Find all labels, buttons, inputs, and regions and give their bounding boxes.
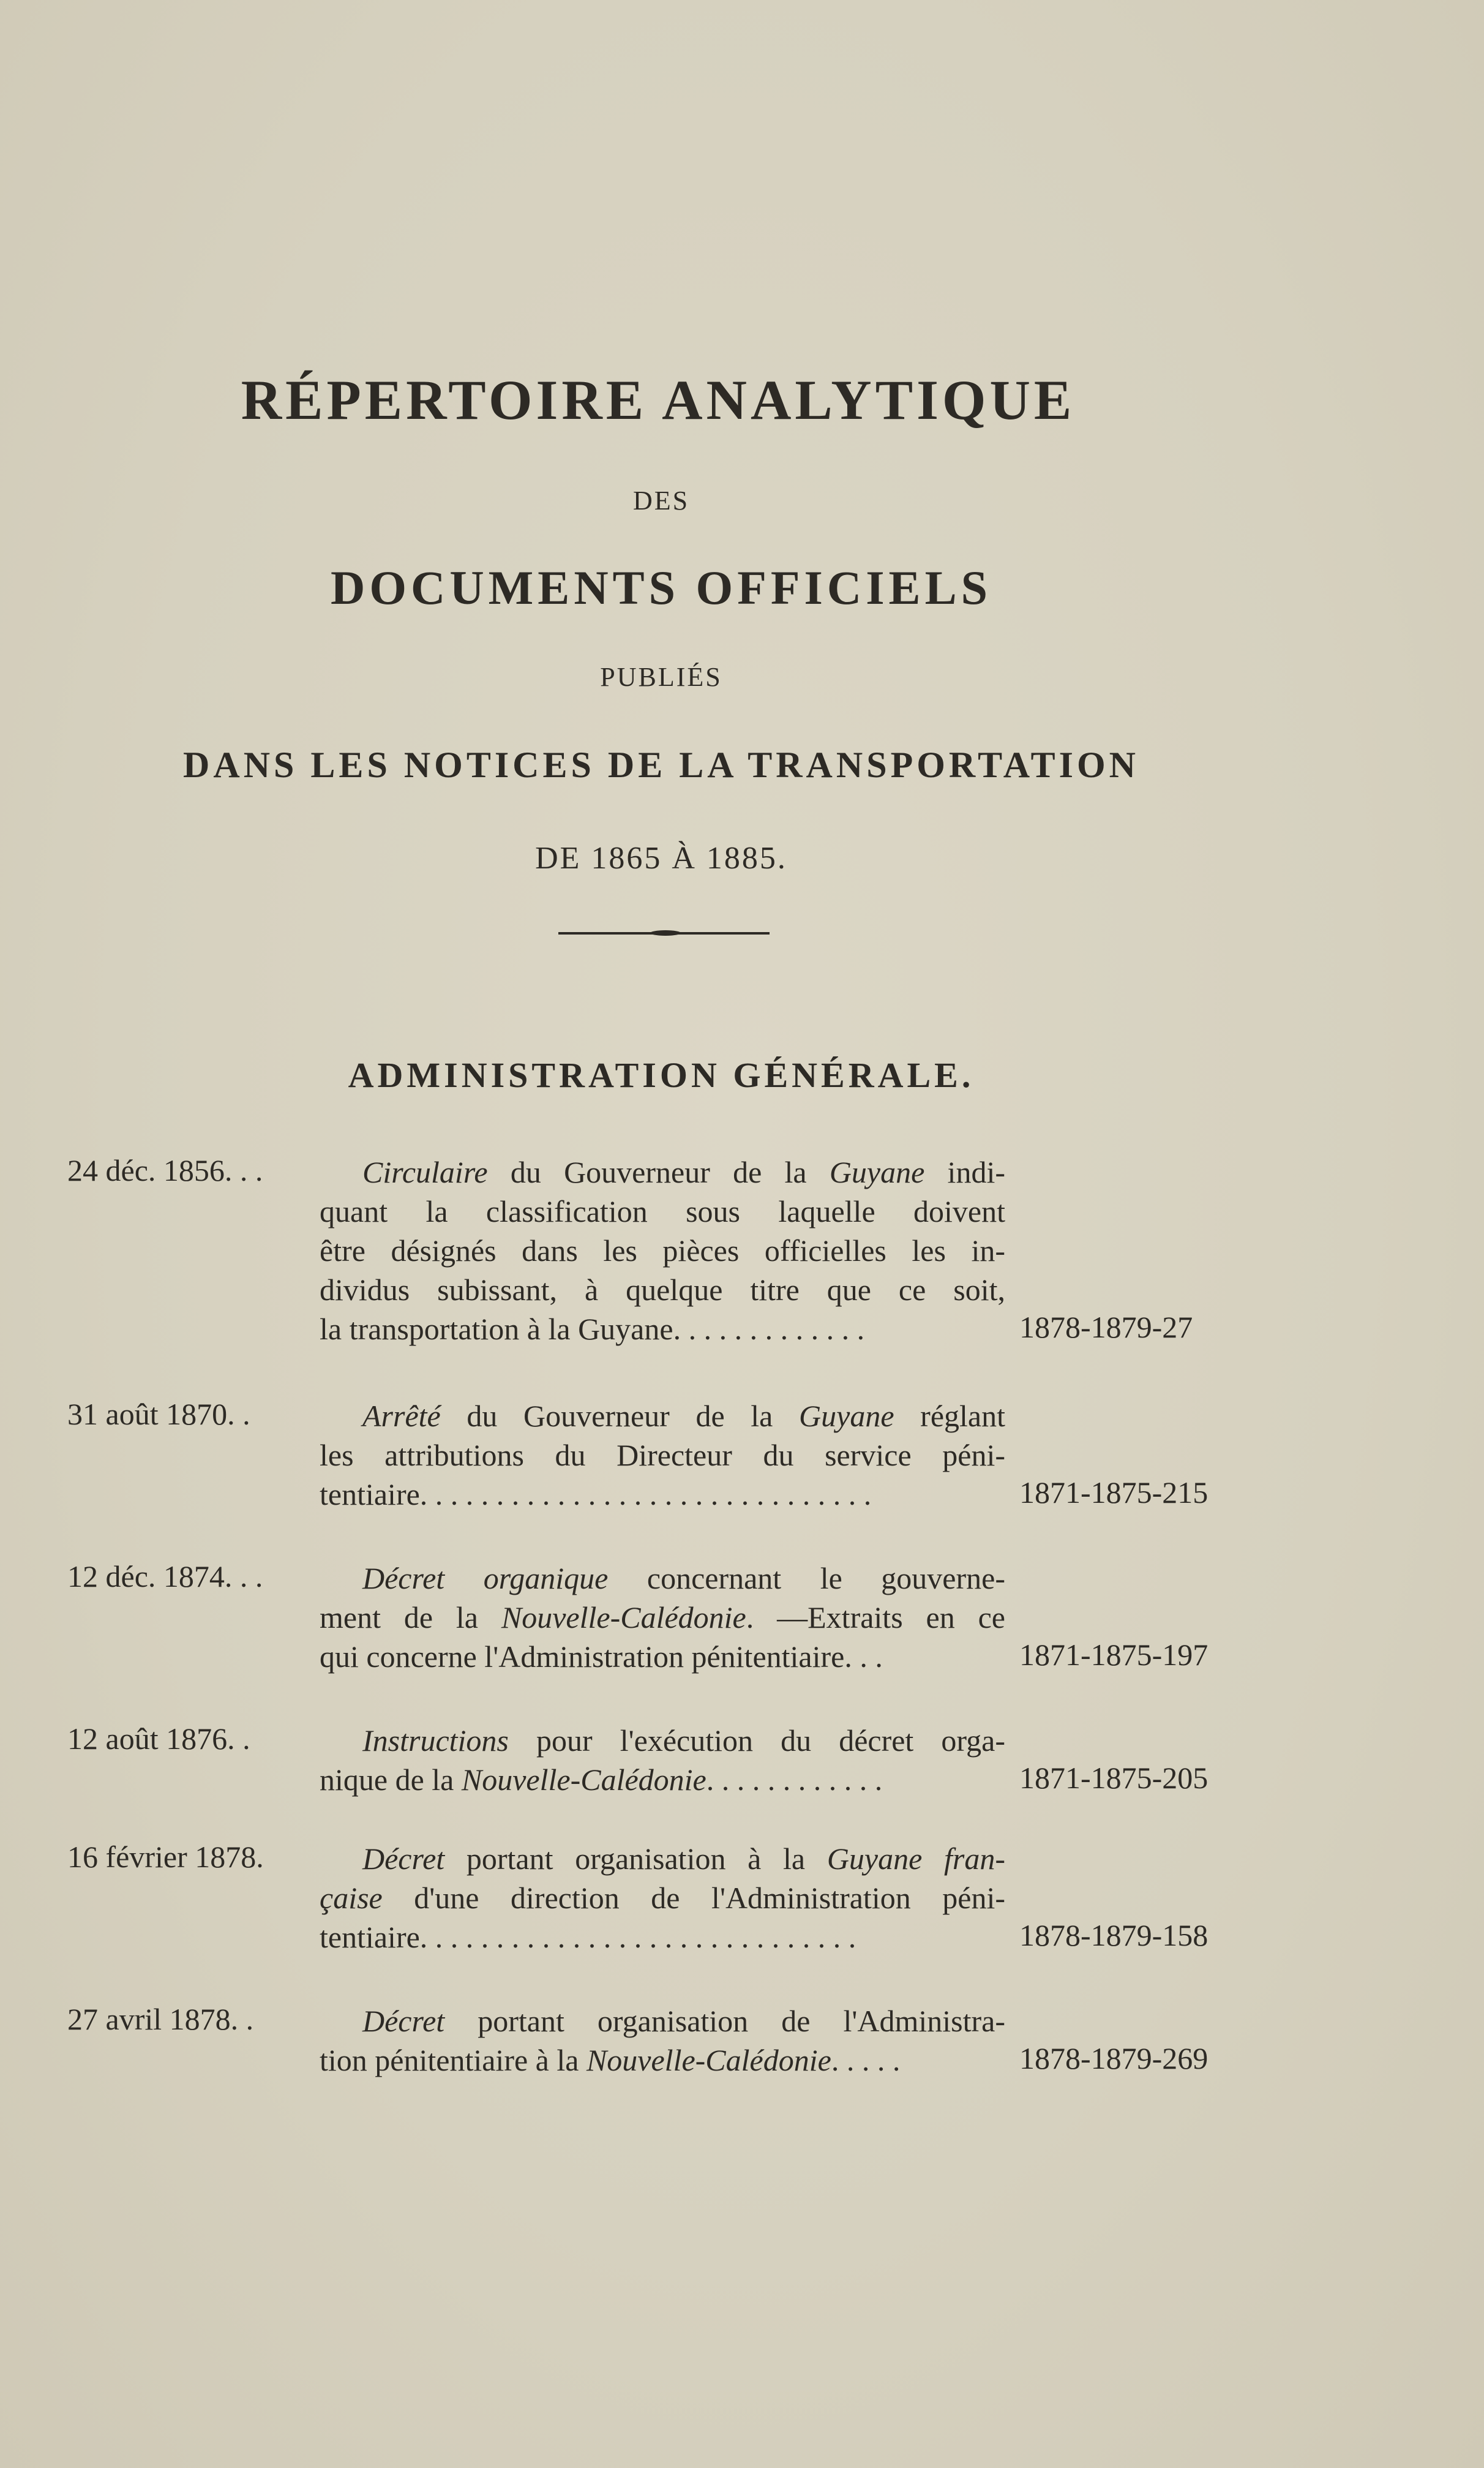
entry-text: indi- <box>924 1155 1005 1189</box>
entry-reference: 1871-1875-215 <box>1019 1475 1209 1510</box>
section-heading: ADMINISTRATION GÉNÉRALE. <box>348 1055 975 1095</box>
entry-text: la transportation à la Guyane. . . . . . . . . . . . . <box>320 1312 865 1346</box>
entry-text: quant la classification sous laquelle doivent <box>320 1194 1005 1228</box>
entry-line <box>320 1559 1005 1598</box>
entry-emphasis: Décret organique <box>362 1561 609 1595</box>
entry-date: 31 août 1870. . <box>67 1397 250 1431</box>
entry-reference: 1871-1875-197 <box>1019 1638 1209 1672</box>
entry-emphasis: Décret <box>362 1842 445 1876</box>
entry-text: les attributions du Directeur du service péni- <box>320 1438 1005 1472</box>
entry-text: tentiaire. . . . . . . . . . . . . . . . . . . . . . . . . . . . . . <box>320 1477 872 1511</box>
entry-line <box>320 2001 1005 2041</box>
entry-text: . . . . . <box>831 2043 901 2077</box>
entry-description <box>320 1839 1005 1957</box>
entry-emphasis: Nouvelle-Calédonie <box>461 1763 706 1797</box>
entry-text: . —Extraits en ce <box>746 1600 1005 1635</box>
entry-line <box>320 1475 1005 1514</box>
entry-text: concernant le gouverne- <box>608 1561 1005 1595</box>
entry-text: d'une direction de l'Administration péni- <box>382 1881 1005 1915</box>
entry-emphasis: Nouvelle-Calédonie <box>586 2043 831 2077</box>
entry-line <box>320 1598 1005 1637</box>
entry-date: 24 déc. 1856. . . <box>67 1153 263 1187</box>
entry-date: 12 déc. 1874. . . <box>67 1559 263 1593</box>
entry-line <box>320 1721 1005 1760</box>
entry-line <box>320 1917 1005 1957</box>
entry-line <box>320 1839 1005 1878</box>
entry-text: nique de la <box>320 1763 462 1797</box>
entry-text: qui concerne l'Administration pénitentiaire. . . <box>320 1639 883 1674</box>
entry-emphasis: Arrêté <box>362 1399 441 1433</box>
entry-reference: 1878-1879-158 <box>1019 1918 1209 1952</box>
entry-emphasis: çaise <box>320 1881 383 1915</box>
entry-line <box>320 1878 1005 1917</box>
title-date-range: DE 1865 À 1885. <box>535 841 787 876</box>
entry-description <box>320 1153 1005 1349</box>
entry-line <box>320 1231 1005 1270</box>
entry-text: réglant <box>894 1399 1005 1433</box>
ornamental-rule <box>558 932 770 935</box>
entry-line <box>320 1309 1005 1349</box>
entry-text: du Gouverneur de la <box>440 1399 800 1433</box>
entry-description <box>320 1721 1005 1799</box>
entry-description <box>320 2001 1005 2080</box>
title-notices-line: DANS LES NOTICES DE LA TRANSPORTATION <box>183 745 1139 785</box>
entry-line <box>320 2041 1005 2080</box>
entry-emphasis: Guyane <box>829 1155 925 1189</box>
page-title: RÉPERTOIRE ANALYTIQUE <box>241 369 1076 431</box>
page-subtitle: DOCUMENTS OFFICIELS <box>331 561 992 614</box>
entry-description <box>320 1559 1005 1676</box>
entry-text: . . . . . . . . . . . . <box>706 1763 883 1797</box>
entry-date: 16 février 1878. <box>67 1840 264 1874</box>
entry-emphasis: Décret <box>362 2004 445 2038</box>
entry-text: tion pénitentiaire à la <box>320 2043 586 2077</box>
entry-reference: 1871-1875-205 <box>1019 1761 1209 1795</box>
entry-emphasis: Circulaire <box>362 1155 488 1189</box>
entry-text: portant organisation à la <box>444 1842 827 1876</box>
entry-emphasis: Guyane <box>799 1399 894 1433</box>
entry-description <box>320 1396 1005 1514</box>
title-connector-publies: PUBLIÉS <box>600 662 722 692</box>
entry-text: tentiaire. . . . . . . . . . . . . . . . . . . . . . . . . . . . . <box>320 1920 856 1954</box>
entry-date: 27 avril 1878. . <box>67 2002 254 2036</box>
entry-line <box>320 1637 1005 1676</box>
entry-reference: 1878-1879-269 <box>1019 2041 1209 2075</box>
entry-line <box>320 1396 1005 1435</box>
title-connector-des: DES <box>632 486 690 516</box>
entry-text: dividus subissant, à quelque titre que ce soit, <box>320 1273 1005 1307</box>
entry-emphasis: Nouvelle-Calédonie <box>501 1600 746 1635</box>
entry-text: être désignés dans les pièces officielles les in- <box>320 1233 1005 1268</box>
entry-emphasis: Instructions <box>362 1723 509 1758</box>
entry-reference: 1878-1879-27 <box>1019 1310 1193 1344</box>
entry-text: pour l'exécution du décret orga- <box>508 1723 1005 1758</box>
entry-line <box>320 1270 1005 1309</box>
entry-date: 12 août 1876. . <box>67 1721 250 1756</box>
entry-text: du Gouverneur de la <box>487 1155 830 1189</box>
entry-text: portant organisation de l'Administra- <box>444 2004 1005 2038</box>
entry-line <box>320 1760 1005 1799</box>
entry-line <box>320 1153 1005 1192</box>
entry-line <box>320 1435 1005 1475</box>
entry-emphasis: Guyane fran- <box>826 1842 1005 1876</box>
entry-line <box>320 1192 1005 1231</box>
entry-text: ment de la <box>320 1600 501 1635</box>
